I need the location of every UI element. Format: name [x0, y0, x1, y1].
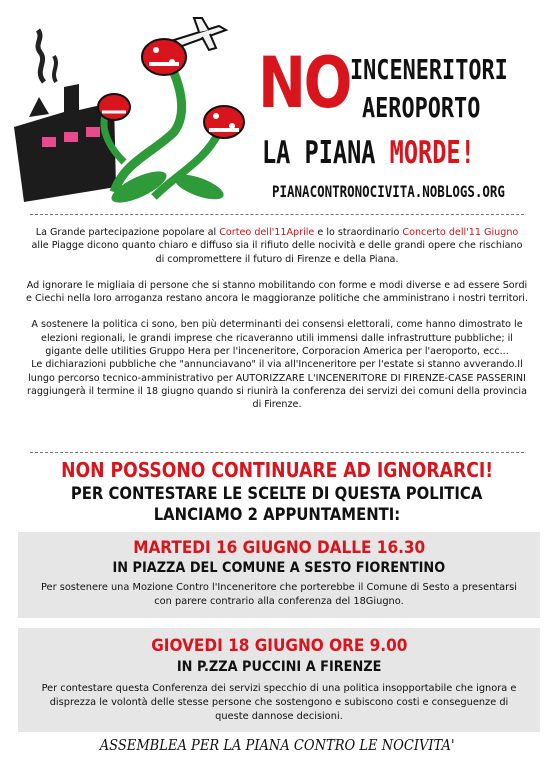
smoke-icon	[38, 30, 44, 82]
corteo-link: Corteo dell'11Aprile	[219, 227, 315, 238]
headline-inceneritori: INCENERITORI	[350, 53, 508, 86]
signature: ASSEMBLEA PER LA PIANA CONTRO LE NOCIVITA'	[99, 738, 455, 754]
intro-paragraph-1: La Grande partecipazione popolare al Corteo dell'11Aprile e lo straordinario Concerto dell'11 Giugno alle Piagge dicono quanto chiaro e diffuso sia il rifiuto delle nocività e delle grandi opere che rischiano di compromettere il futuro di Firenze e della Piana.	[31, 227, 523, 265]
headline-line-2: PER CONTESTARE LE SCELTE DI QUESTA POLITICA	[71, 484, 483, 503]
slogan-red: MORDE!	[389, 135, 475, 171]
concerto-link: Concerto dell'11 Giugno	[402, 227, 519, 238]
airplane-icon	[174, 18, 226, 50]
event-2-when: GIOVEDI 18 GIUGNO ORE 9.00	[150, 636, 408, 656]
slogan	[262, 135, 475, 171]
event-box-2	[18, 628, 540, 732]
divider-top	[30, 214, 524, 215]
event-1-description: Per sostenere una Mozione Contro l'Inceneritore che porterebbe il Comune di Sesto a presentarsi con parere contrario alla conferenza del 18Giugno.	[40, 582, 518, 607]
no-headline: NO	[258, 42, 350, 124]
intro-paragraph-2: Ad ignorare le migliaia di persone che si stanno mobilitando con forme e modi diverse e ad essere Sordi e Ciechi nella loro arroganza restano ancora le maggioranze politiche che amministrano i nostri territori.	[26, 279, 529, 305]
event-1-when: MARTEDI 16 GIUGNO DALLE 16.30	[133, 538, 425, 558]
headline-line-3: LANCIAMO 2 APPUNTAMENTI:	[153, 505, 401, 524]
event-2-description: Per contestare questa Conferenza dei servizi specchio di una politica insopportabile che ignora e disprezza le volontà delle stesse persone che sostengono e subiscono costi e conseguenze di queste dannose decisioni.	[41, 683, 517, 722]
headline-aeroporto: AEROPORTO	[362, 91, 481, 124]
event-2-where: IN P.ZZA PUCCINI A FIRENZE	[176, 659, 382, 675]
intro-text	[26, 226, 528, 412]
slogan-black: LA PIANA	[262, 135, 390, 171]
event-box-1	[18, 532, 540, 618]
divider-middle	[30, 452, 524, 453]
intro-paragraph-4: Le dichiarazioni pubbliche che "annunciavano" il via all'Inceneritore per l'estate si stanno avverando.Il lungo percorso tecnico-amministrativo per AUTORIZZARE L'INCENERITORE DI FIRENZE-CASE PASSERINI raggiungerà il termine il 18 giugno quando si riunirà la conferenza dei servizi dei comuni della provincia di Firenze.	[27, 359, 527, 411]
website-url: PIANACONTRONOCIVITA.NOBLOGS.ORG	[272, 182, 505, 201]
poster-header	[0, 0, 554, 210]
event-1-where: IN PIAZZA DEL COMUNE A SESTO FIORENTINO	[112, 560, 446, 576]
intro-paragraph-3: A sostenere la politica ci sono, ben più determinanti dei consensi elettorali, come hanno dimostrato le elezioni regionali, le grandi imprese che ricaveranno utili immensi dalle infrastrutture pubbliche; il gigante delle utilities Gruppo Hera per l'inceneritore, Corporacion America per l'aeroporto, ecc...	[31, 319, 523, 358]
carnivorous-plant-illustration	[4, 12, 254, 207]
main-headline: NON POSSONO CONTINUARE AD IGNORARCI!	[61, 458, 493, 482]
